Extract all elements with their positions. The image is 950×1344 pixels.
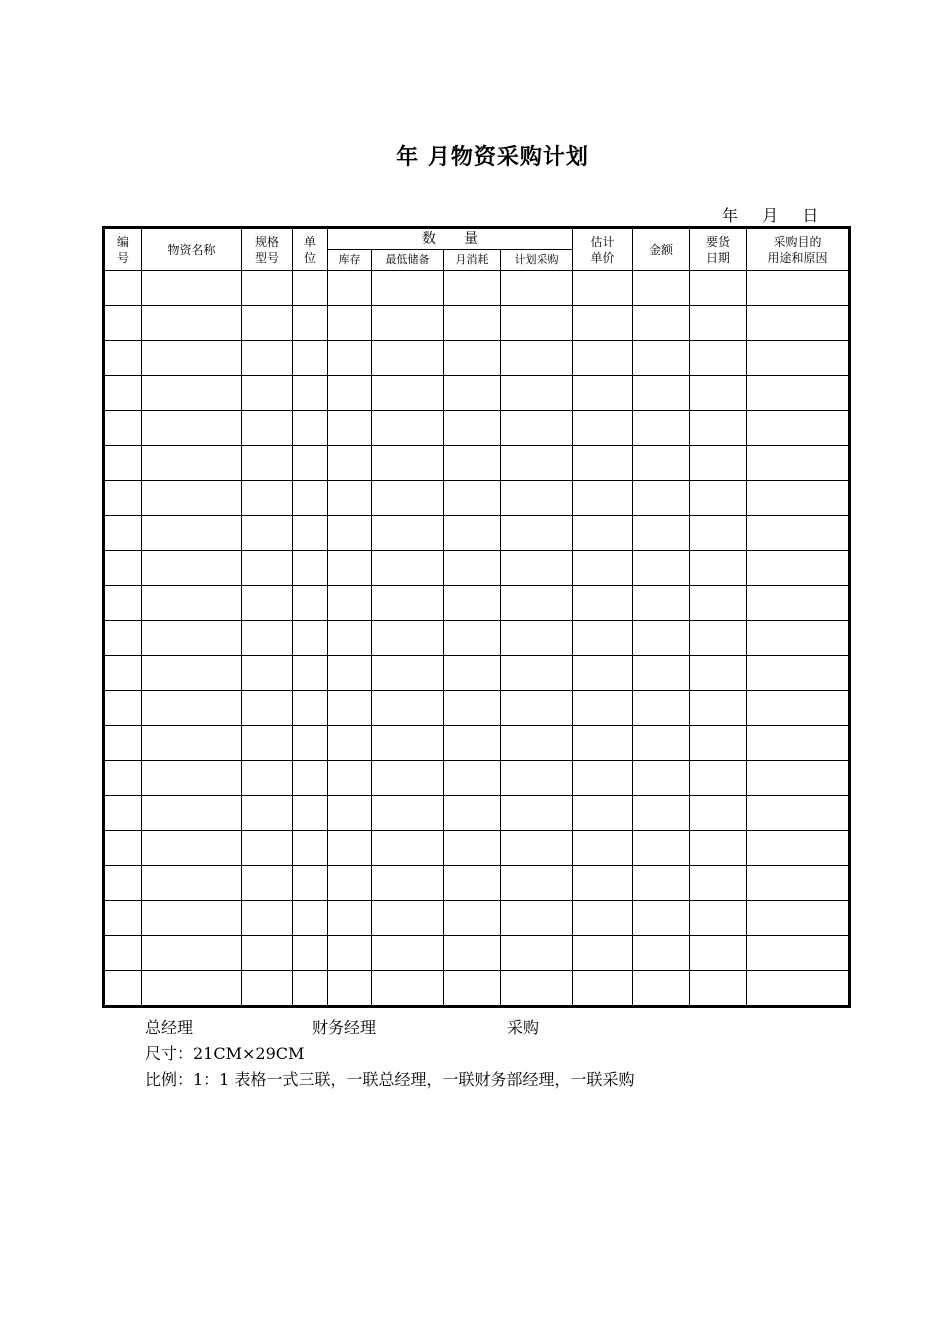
table-cell[interactable] xyxy=(104,481,142,516)
table-cell[interactable] xyxy=(690,621,747,656)
table-cell[interactable] xyxy=(142,376,242,411)
date-year: 年 xyxy=(722,206,739,225)
table-cell[interactable] xyxy=(633,621,690,656)
table-cell[interactable] xyxy=(690,341,747,376)
table-cell[interactable] xyxy=(501,481,573,516)
table-cell[interactable] xyxy=(501,726,573,761)
table-cell[interactable] xyxy=(242,761,293,796)
table-cell[interactable] xyxy=(690,306,747,341)
table-cell[interactable] xyxy=(444,901,501,936)
table-cell[interactable] xyxy=(104,586,142,621)
table-cell[interactable] xyxy=(142,341,242,376)
table-cell[interactable] xyxy=(501,516,573,551)
table-cell[interactable] xyxy=(104,796,142,831)
table-cell[interactable] xyxy=(372,656,444,691)
table-cell[interactable] xyxy=(293,586,328,621)
table-cell[interactable] xyxy=(633,831,690,866)
table-cell[interactable] xyxy=(573,516,633,551)
table-cell[interactable] xyxy=(242,971,293,1007)
table-cell[interactable] xyxy=(690,411,747,446)
table-cell[interactable] xyxy=(242,901,293,936)
table-cell[interactable] xyxy=(690,551,747,586)
table-cell[interactable] xyxy=(142,306,242,341)
table-row xyxy=(104,516,850,551)
table-cell[interactable] xyxy=(573,901,633,936)
table-cell[interactable] xyxy=(573,971,633,1007)
table-cell[interactable] xyxy=(633,586,690,621)
table-cell[interactable] xyxy=(242,411,293,446)
table-cell[interactable] xyxy=(444,306,501,341)
table-cell[interactable] xyxy=(747,936,850,971)
table-cell[interactable] xyxy=(372,866,444,901)
table-cell[interactable] xyxy=(372,621,444,656)
table-cell[interactable] xyxy=(690,866,747,901)
table-cell[interactable] xyxy=(328,621,372,656)
table-row xyxy=(104,551,850,586)
table-cell[interactable] xyxy=(444,271,501,306)
table-cell[interactable] xyxy=(444,341,501,376)
table-cell[interactable] xyxy=(328,726,372,761)
table-cell[interactable] xyxy=(573,831,633,866)
table-cell[interactable] xyxy=(501,691,573,726)
table-cell[interactable] xyxy=(690,481,747,516)
table-cell[interactable] xyxy=(747,901,850,936)
table-cell[interactable] xyxy=(372,271,444,306)
table-cell[interactable] xyxy=(501,551,573,586)
table-cell[interactable] xyxy=(573,866,633,901)
table-cell[interactable] xyxy=(501,971,573,1007)
table-cell[interactable] xyxy=(242,726,293,761)
table-cell[interactable] xyxy=(690,586,747,621)
table-cell[interactable] xyxy=(690,726,747,761)
table-row xyxy=(104,481,850,516)
table-cell[interactable] xyxy=(242,691,293,726)
table-cell[interactable] xyxy=(633,726,690,761)
table-cell[interactable] xyxy=(142,411,242,446)
date-day: 日 xyxy=(802,206,819,225)
table-cell[interactable] xyxy=(242,481,293,516)
table-cell[interactable] xyxy=(372,341,444,376)
table-cell[interactable] xyxy=(747,586,850,621)
table-cell[interactable] xyxy=(242,831,293,866)
table-cell[interactable] xyxy=(501,376,573,411)
table-cell[interactable] xyxy=(573,481,633,516)
table-cell[interactable] xyxy=(328,936,372,971)
table-cell[interactable] xyxy=(293,551,328,586)
table-cell[interactable] xyxy=(104,831,142,866)
header-amount: 金额 xyxy=(633,228,690,271)
table-cell[interactable] xyxy=(242,516,293,551)
table-cell[interactable] xyxy=(372,411,444,446)
table-cell[interactable] xyxy=(444,866,501,901)
table-cell[interactable] xyxy=(633,936,690,971)
table-cell[interactable] xyxy=(633,551,690,586)
table-cell[interactable] xyxy=(242,586,293,621)
table-cell[interactable] xyxy=(573,376,633,411)
signature-gm: 总经理 xyxy=(145,1018,194,1037)
table-cell[interactable] xyxy=(142,831,242,866)
header-date: 要货 日期 xyxy=(690,228,747,271)
table-cell[interactable] xyxy=(328,866,372,901)
table-row xyxy=(104,971,850,1007)
table-cell[interactable] xyxy=(104,621,142,656)
table-cell[interactable] xyxy=(444,551,501,586)
copies-note: 比例：1：1 表格一式三联，一联总经理，一联财务部经理，一联采购 xyxy=(145,1070,635,1089)
table-cell[interactable] xyxy=(293,971,328,1007)
table-cell[interactable] xyxy=(328,586,372,621)
table-cell[interactable] xyxy=(242,376,293,411)
header-min-reserve: 最低储备 xyxy=(372,250,444,271)
table-cell[interactable] xyxy=(747,796,850,831)
table-cell[interactable] xyxy=(747,656,850,691)
table-row xyxy=(104,446,850,481)
table-cell[interactable] xyxy=(747,411,850,446)
table-cell[interactable] xyxy=(293,446,328,481)
table-cell[interactable] xyxy=(328,271,372,306)
table-cell[interactable] xyxy=(501,621,573,656)
table-cell[interactable] xyxy=(372,796,444,831)
table-cell[interactable] xyxy=(747,831,850,866)
table-cell[interactable] xyxy=(293,656,328,691)
table-cell[interactable] xyxy=(633,411,690,446)
table-cell[interactable] xyxy=(328,831,372,866)
table-cell[interactable] xyxy=(104,726,142,761)
table-cell[interactable] xyxy=(293,516,328,551)
table-row xyxy=(104,271,850,306)
table-row xyxy=(104,936,850,971)
table-cell[interactable] xyxy=(293,761,328,796)
table-cell[interactable] xyxy=(690,761,747,796)
table-cell[interactable] xyxy=(142,901,242,936)
header-stock: 库存 xyxy=(328,250,372,271)
table-cell[interactable] xyxy=(633,656,690,691)
table-cell[interactable] xyxy=(242,551,293,586)
table-cell[interactable] xyxy=(372,971,444,1007)
table-cell[interactable] xyxy=(372,306,444,341)
table-cell[interactable] xyxy=(690,901,747,936)
table-cell[interactable] xyxy=(142,516,242,551)
table-cell[interactable] xyxy=(633,971,690,1007)
table-cell[interactable] xyxy=(573,621,633,656)
table-cell[interactable] xyxy=(501,796,573,831)
table-cell[interactable] xyxy=(747,726,850,761)
table-cell[interactable] xyxy=(501,656,573,691)
table-row xyxy=(104,586,850,621)
table-cell[interactable] xyxy=(142,446,242,481)
table-cell[interactable] xyxy=(242,866,293,901)
table-cell[interactable] xyxy=(142,691,242,726)
header-spec: 规格 型号 xyxy=(242,228,293,271)
table-cell[interactable] xyxy=(501,936,573,971)
table-cell[interactable] xyxy=(501,831,573,866)
table-cell[interactable] xyxy=(372,831,444,866)
table-cell[interactable] xyxy=(747,376,850,411)
table-cell[interactable] xyxy=(747,516,850,551)
table-cell[interactable] xyxy=(372,446,444,481)
table-cell[interactable] xyxy=(633,761,690,796)
table-cell[interactable] xyxy=(573,271,633,306)
table-cell[interactable] xyxy=(747,551,850,586)
table-cell[interactable] xyxy=(104,551,142,586)
table-cell[interactable] xyxy=(501,866,573,901)
table-cell[interactable] xyxy=(633,376,690,411)
table-cell[interactable] xyxy=(633,306,690,341)
table-cell[interactable] xyxy=(690,971,747,1007)
table-cell[interactable] xyxy=(444,691,501,726)
table-cell[interactable] xyxy=(573,446,633,481)
table-cell[interactable] xyxy=(328,901,372,936)
table-cell[interactable] xyxy=(104,901,142,936)
signature-finance: 财务经理 xyxy=(312,1018,377,1037)
table-cell[interactable] xyxy=(372,726,444,761)
table-cell[interactable] xyxy=(444,761,501,796)
table-cell[interactable] xyxy=(142,971,242,1007)
table-row xyxy=(104,901,850,936)
table-cell[interactable] xyxy=(633,481,690,516)
table-cell[interactable] xyxy=(242,341,293,376)
table-cell[interactable] xyxy=(573,726,633,761)
table-cell[interactable] xyxy=(293,341,328,376)
table-cell[interactable] xyxy=(633,516,690,551)
table-cell[interactable] xyxy=(293,411,328,446)
table-cell[interactable] xyxy=(242,271,293,306)
table-cell[interactable] xyxy=(104,446,142,481)
table-row xyxy=(104,831,850,866)
table-row xyxy=(104,621,850,656)
table-cell[interactable] xyxy=(573,411,633,446)
signature-purchase: 采购 xyxy=(507,1018,540,1037)
table-cell[interactable] xyxy=(444,831,501,866)
table-cell[interactable] xyxy=(142,656,242,691)
table-cell[interactable] xyxy=(372,481,444,516)
table-cell[interactable] xyxy=(501,341,573,376)
table-cell[interactable] xyxy=(328,691,372,726)
table-cell[interactable] xyxy=(328,551,372,586)
table-cell[interactable] xyxy=(328,376,372,411)
table-cell[interactable] xyxy=(747,341,850,376)
table-cell[interactable] xyxy=(293,376,328,411)
table-cell[interactable] xyxy=(690,831,747,866)
table-cell[interactable] xyxy=(293,831,328,866)
table-cell[interactable] xyxy=(372,936,444,971)
table-row xyxy=(104,691,850,726)
table-cell[interactable] xyxy=(293,621,328,656)
table-cell[interactable] xyxy=(372,901,444,936)
header-name: 物资名称 xyxy=(142,228,242,271)
header-no: 编 号 xyxy=(104,228,142,271)
table-cell[interactable] xyxy=(372,376,444,411)
date-line xyxy=(722,203,818,226)
table-cell[interactable] xyxy=(293,306,328,341)
table-cell[interactable] xyxy=(293,866,328,901)
table-cell[interactable] xyxy=(142,621,242,656)
table-cell[interactable] xyxy=(104,341,142,376)
table-cell[interactable] xyxy=(142,761,242,796)
table-cell[interactable] xyxy=(328,446,372,481)
table-row xyxy=(104,306,850,341)
table-cell[interactable] xyxy=(501,586,573,621)
table-cell[interactable] xyxy=(747,306,850,341)
table-cell[interactable] xyxy=(372,516,444,551)
table-cell[interactable] xyxy=(501,306,573,341)
table-cell[interactable] xyxy=(690,936,747,971)
table-cell[interactable] xyxy=(142,796,242,831)
table-cell[interactable] xyxy=(573,341,633,376)
table-cell[interactable] xyxy=(293,271,328,306)
table-cell[interactable] xyxy=(328,796,372,831)
table-cell[interactable] xyxy=(633,271,690,306)
table-cell[interactable] xyxy=(501,761,573,796)
table-cell[interactable] xyxy=(444,656,501,691)
table-cell[interactable] xyxy=(142,936,242,971)
table-cell[interactable] xyxy=(104,376,142,411)
table-cell[interactable] xyxy=(501,411,573,446)
table-cell[interactable] xyxy=(444,446,501,481)
table-cell[interactable] xyxy=(747,691,850,726)
table-cell[interactable] xyxy=(444,481,501,516)
table-cell[interactable] xyxy=(747,446,850,481)
table-cell[interactable] xyxy=(690,796,747,831)
table-row xyxy=(104,411,850,446)
purchase-plan-table xyxy=(102,226,851,1008)
table-cell[interactable] xyxy=(242,796,293,831)
table-cell[interactable] xyxy=(104,516,142,551)
table-cell[interactable] xyxy=(242,936,293,971)
table-cell[interactable] xyxy=(690,516,747,551)
table-cell[interactable] xyxy=(293,691,328,726)
table-row xyxy=(104,376,850,411)
table-cell[interactable] xyxy=(104,306,142,341)
table-cell[interactable] xyxy=(690,691,747,726)
table-cell[interactable] xyxy=(104,411,142,446)
table-cell[interactable] xyxy=(633,691,690,726)
table-cell[interactable] xyxy=(142,726,242,761)
table-cell[interactable] xyxy=(372,761,444,796)
table-cell[interactable] xyxy=(104,271,142,306)
table-cell[interactable] xyxy=(142,866,242,901)
table-cell[interactable] xyxy=(242,306,293,341)
table-cell[interactable] xyxy=(242,621,293,656)
table-cell[interactable] xyxy=(142,271,242,306)
header-unit: 单 位 xyxy=(293,228,328,271)
table-cell[interactable] xyxy=(690,656,747,691)
table-cell[interactable] xyxy=(104,656,142,691)
table-cell[interactable] xyxy=(142,481,242,516)
table-cell[interactable] xyxy=(444,516,501,551)
table-cell[interactable] xyxy=(747,761,850,796)
table-row xyxy=(104,656,850,691)
table-cell[interactable] xyxy=(501,901,573,936)
table-cell[interactable] xyxy=(633,796,690,831)
table-cell[interactable] xyxy=(690,376,747,411)
table-cell[interactable] xyxy=(690,446,747,481)
table-cell[interactable] xyxy=(747,621,850,656)
table-cell[interactable] xyxy=(633,446,690,481)
table-cell[interactable] xyxy=(293,481,328,516)
table-cell[interactable] xyxy=(242,446,293,481)
header-monthly-use: 月消耗 xyxy=(444,250,501,271)
table-cell[interactable] xyxy=(573,761,633,796)
table-cell[interactable] xyxy=(633,901,690,936)
table-cell[interactable] xyxy=(690,271,747,306)
table-cell[interactable] xyxy=(372,586,444,621)
table-cell[interactable] xyxy=(573,551,633,586)
table-cell[interactable] xyxy=(444,586,501,621)
table-row xyxy=(104,866,850,901)
table-cell[interactable] xyxy=(328,481,372,516)
table-cell[interactable] xyxy=(328,971,372,1007)
table-cell[interactable] xyxy=(328,411,372,446)
table-cell[interactable] xyxy=(372,691,444,726)
table-cell[interactable] xyxy=(242,656,293,691)
table-cell[interactable] xyxy=(444,726,501,761)
table-row xyxy=(104,726,850,761)
table-cell[interactable] xyxy=(747,866,850,901)
table-cell[interactable] xyxy=(444,376,501,411)
table-cell[interactable] xyxy=(501,271,573,306)
table-cell[interactable] xyxy=(328,656,372,691)
table-cell[interactable] xyxy=(573,796,633,831)
table-cell[interactable] xyxy=(573,586,633,621)
table-cell[interactable] xyxy=(747,971,850,1007)
header-purpose: 采购目的 用途和原因 xyxy=(747,228,850,271)
table-cell[interactable] xyxy=(501,446,573,481)
table-cell[interactable] xyxy=(633,341,690,376)
table-row xyxy=(104,796,850,831)
table-cell[interactable] xyxy=(104,691,142,726)
table-cell[interactable] xyxy=(573,691,633,726)
table-cell[interactable] xyxy=(328,516,372,551)
table-cell[interactable] xyxy=(372,551,444,586)
header-price: 估计 单价 xyxy=(573,228,633,271)
table-cell[interactable] xyxy=(104,936,142,971)
table-cell[interactable] xyxy=(104,971,142,1007)
table-cell[interactable] xyxy=(293,901,328,936)
table-cell[interactable] xyxy=(293,796,328,831)
size-note: 尺寸：21CM×29CM xyxy=(145,1044,305,1063)
table-cell[interactable] xyxy=(104,761,142,796)
table-body xyxy=(104,271,850,1007)
table-row xyxy=(104,761,850,796)
table-cell[interactable] xyxy=(328,306,372,341)
table-cell[interactable] xyxy=(444,936,501,971)
table-cell[interactable] xyxy=(142,586,242,621)
table-cell[interactable] xyxy=(444,411,501,446)
table-cell[interactable] xyxy=(444,971,501,1007)
table-cell[interactable] xyxy=(633,866,690,901)
table-cell[interactable] xyxy=(444,796,501,831)
table-cell[interactable] xyxy=(293,936,328,971)
table-cell[interactable] xyxy=(328,341,372,376)
form-title: 年 月物资采购计划 xyxy=(396,144,589,170)
table-cell[interactable] xyxy=(573,936,633,971)
header-quantity: 数 量 xyxy=(328,228,573,250)
table-cell[interactable] xyxy=(444,621,501,656)
table-cell[interactable] xyxy=(293,726,328,761)
table-cell[interactable] xyxy=(747,271,850,306)
table-row xyxy=(104,341,850,376)
header-planned-purchase: 计划采购 xyxy=(501,250,573,271)
table-cell[interactable] xyxy=(573,656,633,691)
date-month: 月 xyxy=(762,206,779,225)
table-cell[interactable] xyxy=(104,866,142,901)
table-cell[interactable] xyxy=(747,481,850,516)
table-cell[interactable] xyxy=(142,551,242,586)
signature-line xyxy=(145,1015,539,1038)
table-cell[interactable] xyxy=(573,306,633,341)
table-cell[interactable] xyxy=(328,761,372,796)
